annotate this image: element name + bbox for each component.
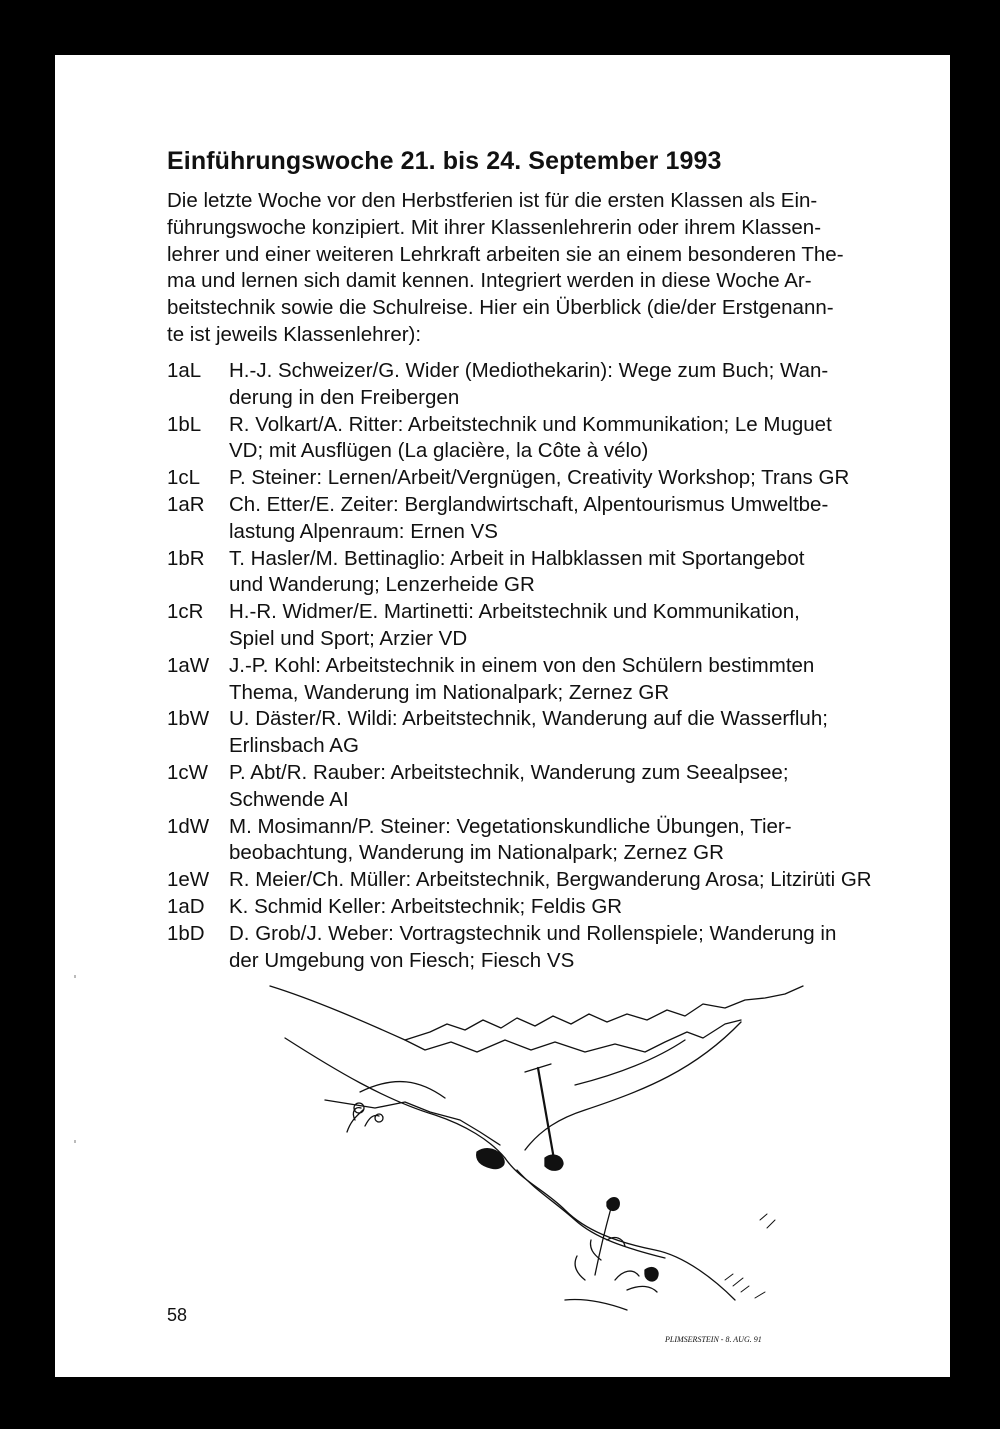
description-line: beobachtung, Wanderung im Nationalpark; Zernez GR (229, 841, 724, 865)
intro-line: ma und lernen sich damit kennen. Integriert werden in diese Woche Ar- (167, 269, 812, 293)
list-item (167, 653, 897, 707)
sketch-flower-head (607, 1198, 619, 1211)
class-code: 1dW (167, 814, 210, 838)
sketch-slope-line (525, 1022, 741, 1150)
page-number: 58 (167, 1305, 188, 1325)
intro-line: führungswoche konzipiert. Mit ihrer Klassenlehrerin oder ihrem Klassen- (167, 215, 822, 239)
class-description (229, 867, 897, 894)
list-item (167, 814, 897, 868)
class-code: 1bW (167, 707, 210, 731)
list-item (167, 894, 897, 921)
description-line: Erlinsbach AG (229, 734, 359, 758)
description-line: U. Däster/R. Wildi: Arbeitstechnik, Wanderung auf die Wasserfluh; (229, 707, 828, 731)
class-code: 1aW (167, 653, 210, 677)
description-line: K. Schmid Keller: Arbeitstechnik; Feldis GR (229, 894, 623, 918)
list-item (167, 546, 897, 600)
scan-speck (74, 1140, 76, 1143)
class-description (229, 894, 897, 921)
sketch-bush-shape (545, 1155, 563, 1170)
sketch-path-line (505, 1158, 735, 1300)
class-description (229, 412, 897, 466)
list-item (167, 760, 897, 814)
document-page (55, 55, 950, 1377)
class-list (167, 358, 897, 974)
intro-line: beitstechnik sowie die Schulreise. Hier ein Überblick (die/der Erstgenann- (167, 296, 834, 320)
sketch-slope-line (575, 1040, 685, 1085)
description-line: H.-R. Widmer/E. Martinetti: Arbeitstechnik und Kommunikation, (229, 600, 800, 624)
sketch-slope-line (285, 1038, 505, 1158)
sketch-flower-head (645, 1268, 658, 1281)
description-line: R. Meier/Ch. Müller: Arbeitstechnik, Bergwanderung Arosa; Litzirüti GR (229, 868, 872, 892)
intro-line: te ist jeweils Klassenlehrer): (167, 322, 422, 346)
description-line: Schwende AI (229, 787, 349, 811)
class-code: 1aR (167, 492, 205, 516)
description-line: J.-P. Kohl: Arbeitstechnik in einem von den Schülern bestimmten (229, 653, 815, 677)
intro-line: lehrer und einer weiteren Lehrkraft arbeiten sie an einem besonderen The- (167, 242, 844, 266)
list-item (167, 492, 897, 546)
description-line: und Wanderung; Lenzerheide GR (229, 573, 535, 597)
list-item (167, 412, 897, 466)
class-code: 1cR (167, 600, 204, 624)
description-line: H.-J. Schweizer/G. Wider (Mediothekarin): Wege zum Buch; Wan- (229, 359, 829, 382)
class-description (229, 465, 897, 492)
page-title: Einführungswoche 21. bis 24. September 1993 (167, 147, 722, 175)
sketch-hatch-line (725, 1214, 775, 1298)
description-line: derung in den Freibergen (229, 385, 460, 409)
class-code: 1bL (167, 412, 202, 436)
description-line: P. Abt/R. Rauber: Arbeitstechnik, Wanderung zum Seealpsee; (229, 760, 789, 784)
sketch-caption: PLIMSERSTEIN - 8. AUG. 91 (665, 1335, 762, 1344)
list-item (167, 465, 897, 492)
class-code: 1cL (167, 466, 201, 490)
class-description (229, 653, 897, 707)
class-code: 1aL (167, 359, 202, 382)
intro-paragraph (167, 188, 897, 349)
intro-line: Die letzte Woche vor den Herbstferien ist für die ersten Klassen als Ein- (167, 189, 818, 212)
class-description (229, 814, 897, 868)
description-line: Spiel und Sport; Arzier VD (229, 626, 468, 650)
class-code: 1bR (167, 546, 205, 570)
class-description (229, 358, 897, 412)
class-code: 1cW (167, 760, 208, 784)
scan-speck (74, 975, 76, 978)
class-code: 1aD (167, 894, 205, 918)
sketch-ridge-line (405, 1020, 741, 1052)
sketch-pole-line (538, 1068, 555, 1165)
class-description (229, 546, 897, 600)
list-item (167, 921, 897, 975)
description-line: VD; mit Ausflügen (La glacière, la Côte à vélo) (229, 439, 649, 463)
class-description (229, 706, 897, 760)
class-description (229, 921, 897, 975)
list-item (167, 599, 897, 653)
description-line: Thema, Wanderung im Nationalpark; Zernez GR (229, 680, 670, 704)
sketch-ridge-line (270, 986, 803, 1040)
list-item (167, 706, 897, 760)
mountain-sketch-illustration (255, 980, 815, 1355)
sketch-leaf-line (565, 1256, 657, 1310)
description-line: D. Grob/J. Weber: Vortragstechnik und Rollenspiele; Wanderung in (229, 921, 837, 945)
description-line: der Umgebung von Fiesch; Fiesch VS (229, 948, 575, 972)
sketch-flower-head (375, 1114, 383, 1122)
list-item (167, 358, 897, 412)
description-line: Ch. Etter/E. Zeiter: Berglandwirtschaft, Alpentourismus Umweltbe- (229, 492, 829, 516)
list-item (167, 867, 897, 894)
class-description (229, 599, 897, 653)
class-description (229, 760, 897, 814)
description-line: P. Steiner: Lernen/Arbeit/Vergnügen, Creativity Workshop; Trans GR (229, 466, 850, 490)
description-line: M. Mosimann/P. Steiner: Vegetationskundliche Übungen, Tier- (229, 814, 792, 838)
description-line: T. Hasler/M. Bettinaglio: Arbeit in Halbklassen mit Sportangebot (229, 546, 805, 570)
description-line: lastung Alpenraum: Ernen VS (229, 519, 498, 543)
class-code: 1bD (167, 921, 205, 945)
description-line: R. Volkart/A. Ritter: Arbeitstechnik und Kommunikation; Le Muguet (229, 412, 832, 436)
class-code: 1eW (167, 868, 210, 892)
class-description (229, 492, 897, 546)
